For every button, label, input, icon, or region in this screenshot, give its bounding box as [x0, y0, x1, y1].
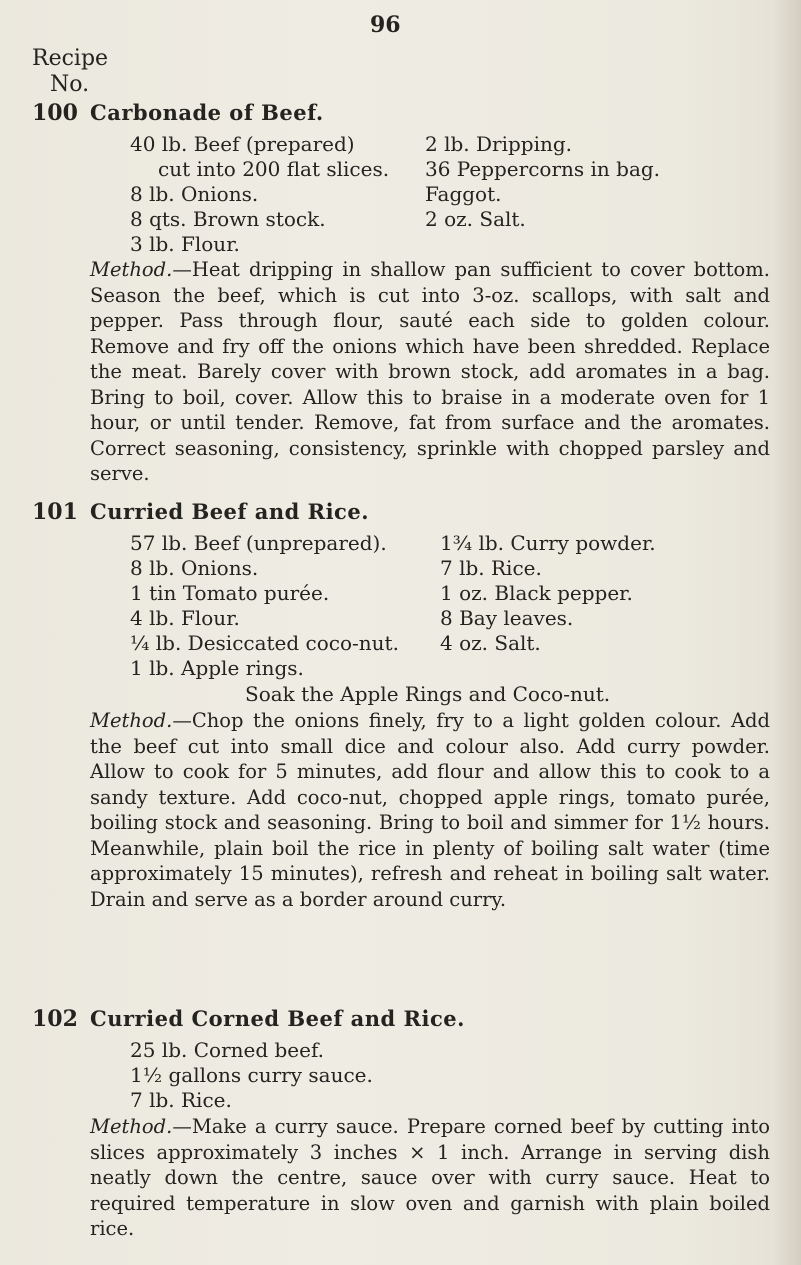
method-text: —Chop the onions finely, fry to a light golden colour. Add the beef cut into small dice and colour also. Add curry powder. Allow to cook for 5 minutes, add flour and allow this to cook to a sandy texture. Add coco-nut, chopped apple rings, tomato purée, boiling stock and seasoning. Bring to boil and simmer for 1½ hours. Meanwhile, plain boil the rice in plenty of boiling salt water (time approximately 15 minutes), refresh and reheat in boiling salt water. Drain and serve as a border around curry.	[90, 709, 770, 911]
method-paragraph	[90, 257, 770, 487]
ingredient: 40 lb. Beef (prepared)	[130, 132, 355, 156]
ingredient: 1 tin Tomato purée.	[130, 581, 330, 605]
recipe-number-header	[32, 46, 108, 98]
recipe-title: Curried Beef and Rice.	[90, 499, 370, 524]
ingredient: cut into 200 flat slices.	[158, 157, 390, 181]
ingredient: 1½ gallons curry sauce.	[130, 1063, 373, 1087]
ingredient: 1 oz. Black pepper.	[440, 581, 633, 605]
ingredient: 7 lb. Rice.	[440, 556, 542, 580]
ingredient: 8 Bay leaves.	[440, 606, 574, 630]
recipe-label: Recipe	[32, 46, 109, 71]
method-lead: Method.	[90, 258, 173, 281]
method-paragraph	[90, 1114, 770, 1242]
ingredient: 1¾ lb. Curry powder.	[440, 531, 656, 555]
recipe-number: 102	[32, 1006, 78, 1032]
ingredient: 8 qts. Brown stock.	[130, 207, 326, 231]
soak-note: Soak the Apple Rings and Coco-nut.	[245, 682, 611, 706]
ingredient: 3 lb. Flour.	[130, 232, 240, 256]
ingredient: 2 oz. Salt.	[425, 207, 526, 231]
page-edge-shadow	[773, 0, 801, 1265]
ingredient: 7 lb. Rice.	[130, 1088, 232, 1112]
no-label: No.	[50, 72, 90, 97]
method-lead: Method.	[90, 1115, 173, 1138]
recipe-title: Carbonade of Beef.	[90, 100, 324, 125]
method-text: —Heat dripping in shallow pan sufficient to cover bottom. Season the beef, which is cut into 3-oz. scallops, with salt and pepper. Pass through flour, sauté each side to golden colour. Remove and fry off the onions which have been shredded. Replace the meat. Barely cover with brown stock, add aromates in a bag. Bring to boil, cover. Allow this to braise in a moderate oven for 1 hour, or until tender. Remove, fat from surface and the aromates. Correct seasoning, consistency, sprinkle with chopped parsley and serve.	[90, 258, 770, 485]
ingredient: 8 lb. Onions.	[130, 182, 259, 206]
ingredient: 57 lb. Beef (unprepared).	[130, 531, 387, 555]
page-number: 96	[370, 12, 401, 38]
recipe-title: Curried Corned Beef and Rice.	[90, 1006, 465, 1031]
ingredient: ¼ lb. Desiccated coco-nut.	[130, 631, 399, 655]
ingredient: 36 Peppercorns in bag.	[425, 157, 661, 181]
method-text: —Make a curry sauce. Prepare corned beef by cutting into slices approximately 3 inches × 1 inch. Arrange in serving dish neatly down the centre, sauce over with curry sauce. Heat to required temperature in slow oven and garnish with plain boiled rice.	[90, 1115, 770, 1240]
ingredient: 2 lb. Dripping.	[425, 132, 573, 156]
method-paragraph	[90, 708, 770, 912]
recipe-number: 101	[32, 499, 78, 525]
ingredient: 4 oz. Salt.	[440, 631, 541, 655]
recipe-number: 100	[32, 100, 78, 126]
method-lead: Method.	[90, 709, 173, 732]
ingredient: 8 lb. Onions.	[130, 556, 259, 580]
ingredient: 1 lb. Apple rings.	[130, 656, 304, 680]
ingredient: 4 lb. Flour.	[130, 606, 240, 630]
ingredient: 25 lb. Corned beef.	[130, 1038, 325, 1062]
ingredient: Faggot.	[425, 182, 502, 206]
